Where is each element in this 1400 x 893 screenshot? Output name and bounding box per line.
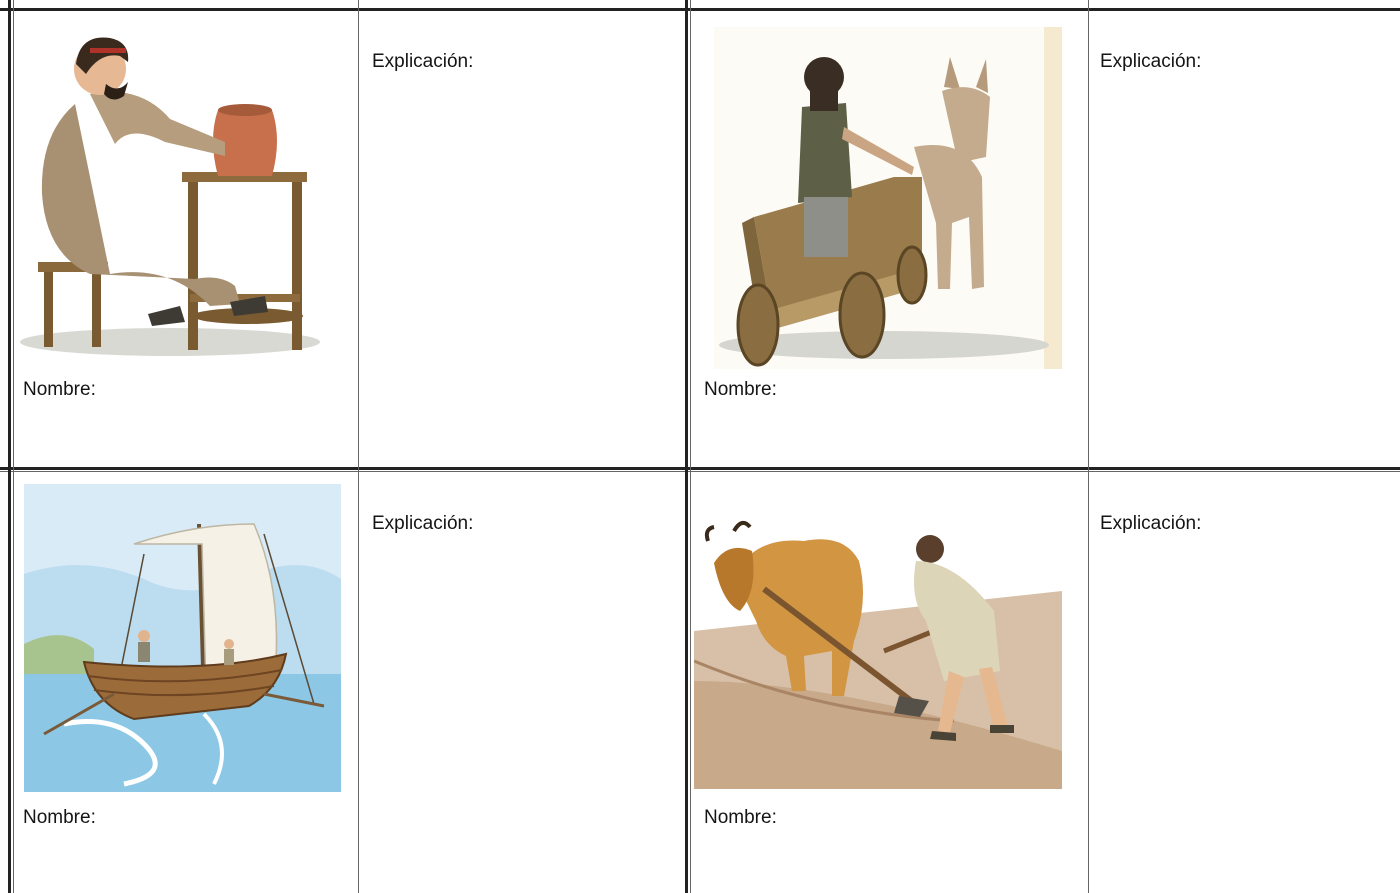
table-left-border <box>8 0 11 893</box>
cell-plough-name-label: Nombre: <box>704 807 777 828</box>
table-col-divider-1 <box>358 0 359 893</box>
cell-plough-explanation-label: Explicación: <box>1100 513 1202 534</box>
mule-cart-illustration <box>714 27 1062 369</box>
cell-boat-explanation-label: Explicación: <box>372 513 474 534</box>
cell-potter-explanation-label: Explicación: <box>372 51 474 72</box>
ox-plough-illustration <box>694 481 1062 789</box>
cell-potter-name-label: Nombre: <box>23 379 96 400</box>
table-row-divider <box>0 467 1400 470</box>
sailing-boat-illustration <box>24 484 341 792</box>
cell-cart-name-label: Nombre: <box>704 379 777 400</box>
table-top-border <box>0 8 1400 11</box>
cell-boat-name-label: Nombre: <box>23 807 96 828</box>
potter-illustration <box>20 24 328 360</box>
table-row-divider-inner <box>0 471 1400 472</box>
table-left-border-inner <box>13 0 14 893</box>
table-col-divider-2 <box>685 0 688 893</box>
cell-cart-explanation-label: Explicación: <box>1100 51 1202 72</box>
table-col-divider-3 <box>1088 0 1089 893</box>
table-col-divider-2-inner <box>690 0 691 893</box>
